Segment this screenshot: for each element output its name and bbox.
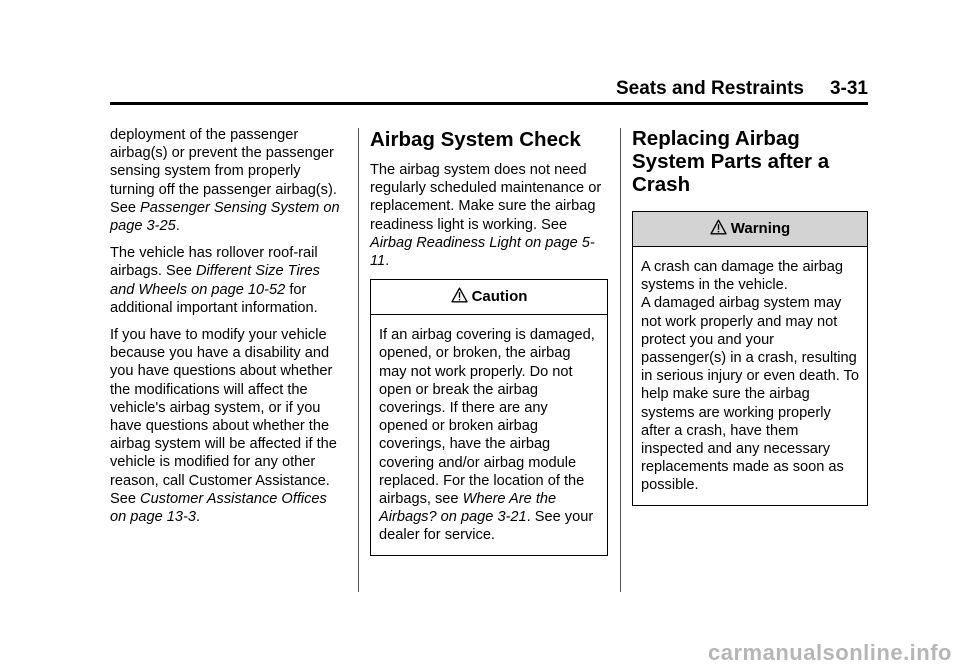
warning-line-1: A crash can damage the airbag systems in the vehicle. xyxy=(641,259,844,294)
warning-body xyxy=(633,247,867,505)
page-header xyxy=(110,78,868,104)
paragraph-passenger-sensing: deployment of the passenger airbag(s) or prevent the passenger sensing system from properly turning off the passenger airbag(s). See Passenger Sensing System on page 3-25. xyxy=(110,127,340,235)
watermark: carmanualsonline.info xyxy=(708,640,952,665)
paragraph-vehicle-modification: If you have to modify your vehicle because you have a disability and you have questions about whether the modifications will affect the vehicle's airbag system, or if you have questions about whether the airbag system will be affected if the vehicle is modified for any other reason, call Customer Assistance. See Customer Assistance Offices on page 13-3. xyxy=(110,327,337,526)
page-number: 3-31 xyxy=(829,78,868,99)
cross-reference-tires-wheels[interactable]: Different Size Tires and Wheels on page 10-52 xyxy=(110,263,320,298)
caution-box xyxy=(370,279,608,555)
warning-header xyxy=(633,212,867,247)
cross-reference-customer-assistance[interactable]: Customer Assistance Offices on page 13-3 xyxy=(110,490,327,526)
section-title: Seats and Restraints xyxy=(616,78,804,99)
column-middle xyxy=(370,126,608,556)
paragraph-rollover-airbags: The vehicle has rollover roof-rail airbags. See Different Size Tires and Wheels on page 10-52 for additional important information. xyxy=(110,245,320,316)
heading-replacing-airbag-parts: Replacing Airbag System Parts after a Crash xyxy=(632,127,830,196)
column-divider-2 xyxy=(620,128,621,592)
warning-triangle-icon xyxy=(710,219,727,235)
column-left xyxy=(110,126,346,535)
warning-triangle-icon xyxy=(451,287,468,303)
paragraph-airbag-check: The airbag system does not need regularly scheduled maintenance or replacement. Make sure the airbag readiness light is working. See Airbag Readiness Light on page 5-11. xyxy=(370,162,602,270)
caution-body: If an airbag covering is damaged, opened, or broken, the airbag may not work properly. Do not open or break the airbag coverings. If there are any opened or broken airbag coverings, have the airbag covering and/or airbag module replaced. For the location of the airbags, see Where Are the Airbags? on page 3-21. See your dealer for service. xyxy=(379,327,595,544)
column-right xyxy=(632,127,868,506)
header-rule xyxy=(110,102,868,105)
heading-airbag-system-check: Airbag System Check xyxy=(370,128,581,151)
running-head xyxy=(616,78,868,100)
cross-reference-passenger-sensing[interactable]: Passenger Sensing System on page 3-25 xyxy=(110,199,340,235)
warning-line-2: A damaged airbag system may not work properly and may not protect you and your passenger(s) in a crash, resulting in serious injury or even death. To help make sure the airbag systems are working properly after a crash, have them inspected and any necessary replacements made as soon as possible. xyxy=(641,295,859,494)
warning-box xyxy=(632,211,868,506)
warning-label: Warning xyxy=(730,220,791,237)
caution-header xyxy=(371,280,607,315)
cross-reference-readiness-light[interactable]: Airbag Readiness Light on page 5-11 xyxy=(370,234,595,270)
caution-label: Caution xyxy=(471,288,528,306)
cross-reference-airbag-locations[interactable]: Where Are the Airbags? on page 3-21 xyxy=(379,491,557,526)
column-divider-1 xyxy=(358,128,359,592)
